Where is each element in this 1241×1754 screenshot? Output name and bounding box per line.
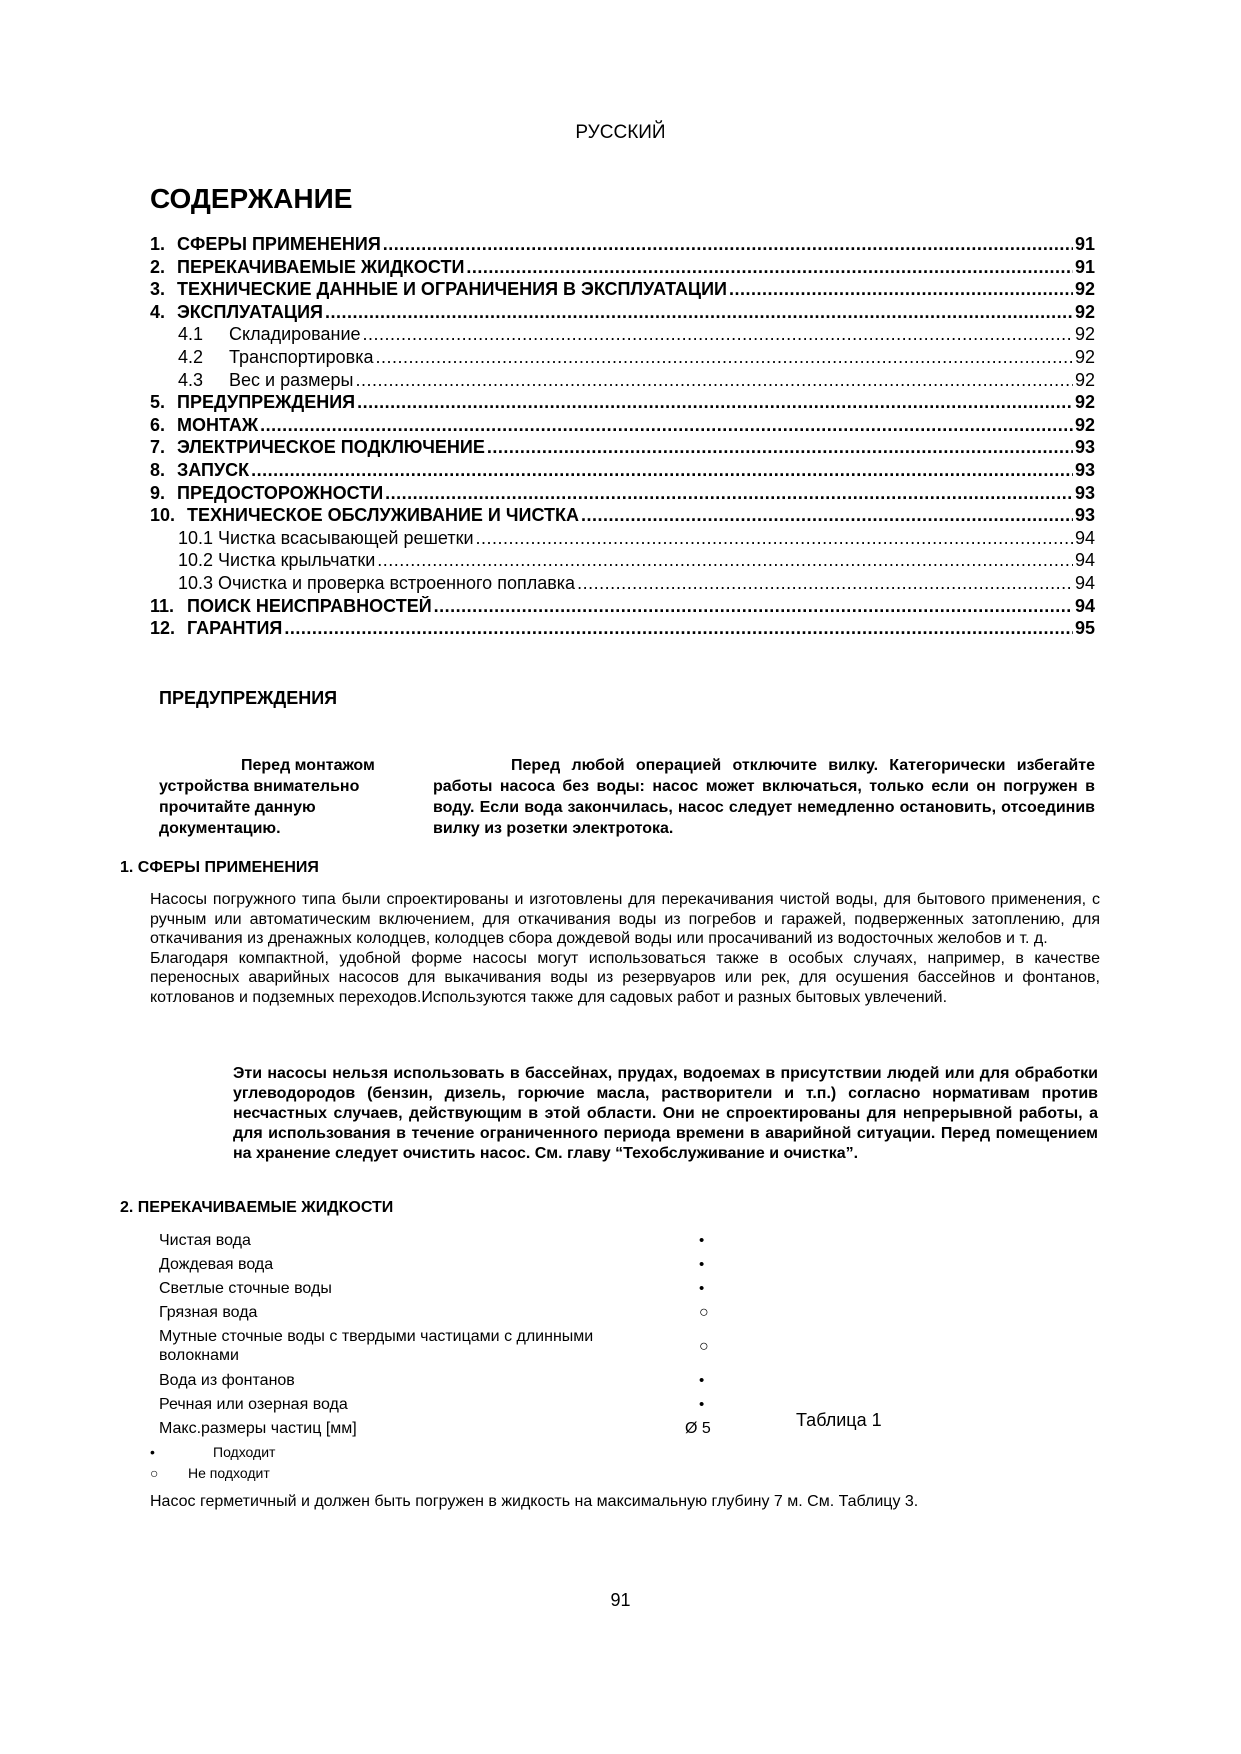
table-row: Грязная вода ○ xyxy=(159,1300,749,1324)
table-caption: Таблица 1 xyxy=(796,1410,882,1430)
section-1-heading: 1. СФЕРЫ ПРИМЕНЕНИЯ xyxy=(120,859,319,876)
table-of-contents xyxy=(150,234,1095,641)
liquids-table xyxy=(159,1228,749,1440)
section-1-paragraph: Благодаря компактной, удобной форме насосы могут использоваться также в особых случаях, например, в качестве переносных аварийных насосов для выкачивания воды из резервуаров или рек, для осушения бассейнов и фонтанов, котлованов и подземных переходов.Используются также для садовых работ и разных бытовых увлечений. xyxy=(150,949,1100,1006)
toc-entry[interactable]: 10. ТЕХНИЧЕСКОЕ ОБСЛУЖИВАНИЕ И ЧИСТКА ..... 93 xyxy=(150,505,1095,528)
table-row: Речная или озерная вода • xyxy=(159,1392,749,1416)
toc-subentry[interactable]: 4.1 Складирование ..... 92 xyxy=(150,324,1095,347)
section-1-paragraph: Насосы погружного типа были спроектированы и изготовлены для перекачивания чистой воды, для бытового применения, с ручным или автоматическим включением, для откачивания воды из погребов и гаражей, подверженных затоплению, для откачивания из дренажных колодцев, колодцев сбора дождевой воды или просачиваний из водосточных желобов и т. д. xyxy=(150,891,1100,947)
page-number: 91 xyxy=(610,1590,631,1610)
table-row: Дождевая вода • xyxy=(159,1252,749,1276)
toc-subentry[interactable]: 10.3 Очистка и проверка встроенного поплавка ..... 94 xyxy=(150,573,1095,596)
table-row: Макс.размеры частиц [мм] Ø 5 xyxy=(159,1416,749,1440)
warnings-heading: ПРЕДУПРЕЖДЕНИЯ xyxy=(159,688,338,708)
suitability-mark: • xyxy=(699,1255,705,1273)
toc-entry[interactable]: 9. ПРЕДОСТОРОЖНОСТИ ..... 93 xyxy=(150,483,1095,506)
toc-entry[interactable]: 3. ТЕХНИЧЕСКИЕ ДАННЫЕ И ОГРАНИЧЕНИЯ В ЭКСПЛУАТАЦИИ ..... 92 xyxy=(150,279,1095,302)
toc-entry[interactable]: 7. ЭЛЕКТРИЧЕСКОЕ ПОДКЛЮЧЕНИЕ ..... 93 xyxy=(150,437,1095,460)
toc-entry[interactable]: 6. МОНТАЖ ..... 92 xyxy=(150,415,1095,438)
suitability-mark: ○ xyxy=(699,1337,709,1355)
suitability-mark: • xyxy=(699,1395,705,1413)
table-row: Вода из фонтанов • xyxy=(159,1368,749,1392)
toc-subentry[interactable]: 10.1 Чистка всасывающей решетки ..... 94 xyxy=(150,528,1095,551)
suitability-mark: • xyxy=(699,1231,705,1249)
table-row: Чистая вода • xyxy=(159,1228,749,1252)
language-label: РУССКИЙ xyxy=(575,122,666,143)
section-2-heading: 2. ПЕРЕКАЧИВАЕМЫЕ ЖИДКОСТИ xyxy=(120,1199,394,1216)
toc-entry[interactable]: 4. ЭКСПЛУАТАЦИЯ ..... 92 xyxy=(150,302,1095,325)
table-row: Мутные сточные воды с твердыми частицами с длинными волокнами ○ xyxy=(159,1324,749,1368)
safety-note: Эти насосы нельзя использовать в бассейнах, прудах, водоемах в присутствии людей или для обработки углеводородов (бензин, дизель, горючие масла, растворители и т.п.) согласно нормативам против несчастных случаев, действующим в этой области. Они не спроектированы для непрерывной работы, а для использования в течение ограниченного периода времени в аварийной ситуации. Перед помещением на хранение следует очистить насос. См. главу “Техобслуживание и очистка”. xyxy=(233,1065,1098,1162)
suitability-mark: Ø 5 xyxy=(685,1419,711,1437)
suitability-mark: • xyxy=(699,1279,705,1297)
suitability-mark: • xyxy=(699,1371,705,1389)
warning-unplug: Перед любой операцией отключите вилку. Категорически избегайте работы насоса без воды: насос может включаться, только если он погружен в воду. Если вода закончилась, насос следует немедленно остановить, отсоединив вилку из розетки электротока. xyxy=(433,757,1095,837)
table-row: Светлые сточные воды • xyxy=(159,1276,749,1300)
legend-item: ○ Не подходит xyxy=(150,1463,275,1484)
toc-entry[interactable]: 8. ЗАПУСК ..... 93 xyxy=(150,460,1095,483)
legend xyxy=(150,1442,275,1484)
bullet-icon: • xyxy=(150,1444,155,1460)
section-1-body xyxy=(150,890,1100,1007)
toc-entry[interactable]: 11. ПОИСК НЕИСПРАВНОСТЕЙ ..... 94 xyxy=(150,596,1095,619)
depth-footnote: Насос герметичный и должен быть погружен в жидкость на максимальную глубину 7 м. См. Таблицу 3. xyxy=(150,1493,919,1510)
suitability-mark: ○ xyxy=(699,1303,709,1321)
toc-entry[interactable]: 5. ПРЕДУПРЕЖДЕНИЯ ..... 92 xyxy=(150,392,1095,415)
toc-subentry[interactable]: 10.2 Чистка крыльчатки ..... 94 xyxy=(150,550,1095,573)
toc-subentry[interactable]: 4.3 Вес и размеры ..... 92 xyxy=(150,370,1095,393)
warning-read-manual xyxy=(159,755,399,839)
warning-read-manual-line1: Перед монтажом xyxy=(241,757,375,774)
toc-subentry[interactable]: 4.2 Транспортировка ..... 92 xyxy=(150,347,1095,370)
toc-entry[interactable]: 1. СФЕРЫ ПРИМЕНЕНИЯ ..... 91 xyxy=(150,234,1095,257)
page-title: СОДЕРЖАНИЕ xyxy=(150,183,353,214)
toc-entry[interactable]: 2. ПЕРЕКАЧИВАЕМЫЕ ЖИДКОСТИ ..... 91 xyxy=(150,257,1095,280)
legend-item: • Подходит xyxy=(150,1442,275,1463)
toc-entry[interactable]: 12. ГАРАНТИЯ ..... 95 xyxy=(150,618,1095,641)
circle-icon: ○ xyxy=(150,1465,159,1481)
warning-read-manual-rest: устройства внимательно прочитайте данную документацию. xyxy=(159,778,360,837)
